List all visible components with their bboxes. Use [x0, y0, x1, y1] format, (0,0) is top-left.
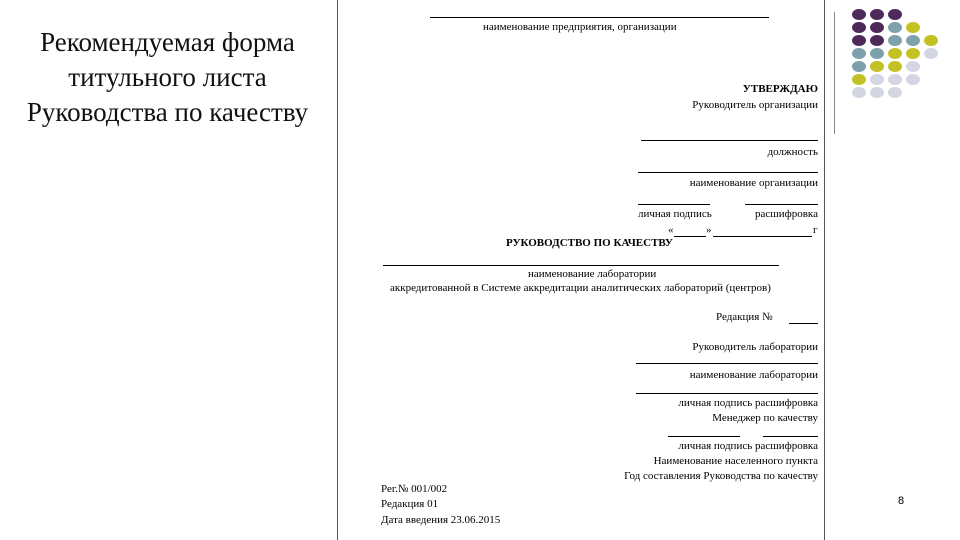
decor-dot — [906, 74, 920, 85]
accreditation-caption: аккредитованной в Системе аккредитации аналитических лабораторий (центров) — [390, 282, 771, 294]
decor-dot — [888, 22, 902, 33]
date-day-line — [674, 236, 706, 237]
org-name-caption: наименование организации — [689, 177, 818, 189]
lab-name-caption: наименование лаборатории — [528, 268, 657, 280]
decoding-line — [745, 204, 818, 205]
date-month-line — [713, 236, 812, 237]
decor-dot — [906, 22, 920, 33]
lab-head-signature-line — [636, 393, 818, 394]
lab-name-line — [383, 265, 779, 266]
decor-dot — [888, 9, 902, 20]
manual-title: РУКОВОДСТВО ПО КАЧЕСТВУ — [506, 237, 673, 249]
enterprise-name-line — [430, 17, 769, 18]
decor-dot — [870, 9, 884, 20]
intro-date: Дата введения 23.06.2015 — [381, 514, 501, 526]
position-caption: должность — [767, 146, 818, 158]
decor-dot — [870, 74, 884, 85]
manager-signature-line — [668, 436, 740, 437]
decor-dot — [870, 48, 884, 59]
slide-title — [0, 25, 335, 130]
edition-label: Редакция № — [716, 311, 773, 323]
decor-dot — [888, 35, 902, 46]
decor-dot — [906, 61, 920, 72]
decor-dot — [870, 22, 884, 33]
approve-role: Руководитель организации — [692, 99, 818, 111]
decor-dot — [870, 87, 884, 98]
decor-dot — [852, 22, 866, 33]
decor-dot — [888, 61, 902, 72]
settlement-caption: Наименование населенного пункта — [653, 455, 818, 467]
signature-decoding-2: личная подпись расшифровка — [678, 440, 818, 452]
decor-dot — [924, 35, 938, 46]
decor-dot — [906, 48, 920, 59]
edition-number-line — [789, 323, 818, 324]
decor-dot — [852, 87, 866, 98]
decor-dot — [852, 35, 866, 46]
decor-dot — [870, 61, 884, 72]
lab-head-name-line — [636, 363, 818, 364]
signature-decoding-1: личная подпись расшифровка — [678, 397, 818, 409]
decor-dot — [924, 48, 938, 59]
decoding-caption: расшифровка — [754, 208, 818, 220]
title-page-form — [337, 0, 825, 540]
position-line — [641, 140, 818, 141]
date-close-quote: » — [706, 224, 712, 236]
reg-number: Рег.№ 001/002 — [381, 483, 448, 495]
slide-title-line-1: Рекомендуемая форма — [40, 27, 295, 57]
date-year-suffix: г — [813, 224, 818, 236]
year-caption: Год составления Руководства по качеству — [624, 470, 818, 482]
decor-dot — [852, 48, 866, 59]
quality-manager-label: Менеджер по качеству — [712, 412, 818, 424]
edition-number: Редакция 01 — [381, 498, 439, 510]
decor-dot — [888, 48, 902, 59]
slide-title-line-2: титульного листа — [68, 62, 267, 92]
enterprise-caption: наименование предприятия, организации — [483, 21, 677, 33]
page-number: 8 — [898, 495, 905, 507]
decor-divider — [834, 12, 835, 134]
date-open-quote: « — [668, 224, 674, 236]
decor-dot — [888, 87, 902, 98]
lab-head-label: Руководитель лаборатории — [692, 341, 818, 353]
org-name-line — [638, 172, 818, 173]
decor-dot — [852, 9, 866, 20]
signature-caption: личная подпись — [638, 208, 712, 220]
lab-name-caption-2: наименование лаборатории — [689, 369, 818, 381]
decor-dot — [906, 35, 920, 46]
decor-dot — [870, 35, 884, 46]
decor-dot — [852, 74, 866, 85]
manager-decoding-line — [763, 436, 818, 437]
decor-dot — [888, 74, 902, 85]
signature-line — [638, 204, 710, 205]
decor-dot — [852, 61, 866, 72]
approve-heading: УТВЕРЖДАЮ — [742, 83, 818, 95]
slide-title-line-3: Руководства по качеству — [26, 97, 309, 127]
